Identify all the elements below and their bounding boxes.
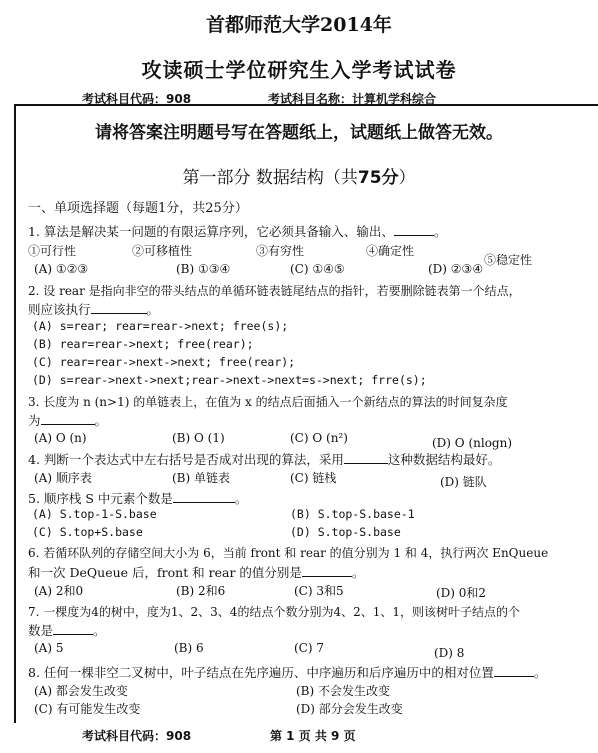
q4-option-a: (A) 顺序表 <box>34 471 92 485</box>
q1-prop-1: ①可行性 <box>28 244 77 258</box>
q5-option-d: (D) S.top-S.base <box>290 525 401 539</box>
q5-option-a: (A) S.top-1-S.base <box>32 507 157 521</box>
q3-option-d: (D) O (nlogn) <box>432 436 513 450</box>
q2-stem-text: 则应该执行 <box>28 302 91 317</box>
q8-option-b: (B) 不会发生改变 <box>296 684 390 698</box>
q3-option-b: (B) O (1) <box>172 431 225 445</box>
answer-blank <box>41 412 95 425</box>
q2-option-b: (B) rear=rear->next; free(rear); <box>32 337 254 351</box>
q1-stem-text: 1. 算法是解决某一问题的有限运算序列，它必须具备输入、输出、 <box>28 224 394 239</box>
part-points: 75分 <box>357 168 399 188</box>
university-title: 首都师范大学2014年 <box>206 14 392 36</box>
q2-option-d: (D) s=rear->next->next;rear->next->next=s->next; frre(s); <box>32 373 427 387</box>
footer-page-number: 第 1 页 共 9 页 <box>270 729 356 743</box>
q4-stem-tail: 这种数据结构最好。 <box>387 452 501 467</box>
q3-option-a: (A) O (n) <box>34 431 87 445</box>
exam-subject: 考试科目名称：计算机学科综合 <box>268 92 437 106</box>
q8-option-c: (C) 有可能发生改变 <box>34 702 141 716</box>
q7-stem-line2: 数是 。 <box>28 623 106 638</box>
part-prefix: 第一部分 数据结构（共 <box>182 168 358 188</box>
q2-option-c: (C) rear=rear->next->next; free(rear); <box>32 355 296 369</box>
q2-stem-line1: 2. 设 rear 是指向非空的带头结点的单循环链表链尾结点的指针，若要删除链表第一个结点， <box>28 284 521 298</box>
answer-blank <box>344 451 388 464</box>
answer-blank <box>173 490 235 503</box>
q1-option-d: (D) ②③④ <box>428 262 484 276</box>
q3-stem-text: 为 <box>28 413 41 428</box>
answer-blank <box>302 564 352 577</box>
q6-option-c: (C) 3和5 <box>294 584 344 598</box>
q1-prop-4: ④确定性 <box>366 244 415 258</box>
q2-stem-line2: 则应该执行 。 <box>28 302 160 317</box>
answer-blank <box>394 223 434 236</box>
exam-title: 攻读硕士学位研究生入学考试试卷 <box>141 58 457 82</box>
answer-blank <box>91 301 147 314</box>
q4-stem <box>28 450 500 468</box>
q7-option-c: (C) 7 <box>294 641 324 655</box>
answer-blank <box>494 664 534 677</box>
q4-stem-text: 4. 判断一个表达式中左右括号是否成对出现的算法，采用 <box>28 452 344 467</box>
q3-stem-line1: 3. 长度为 n (n>1) 的单链表上，在值为 x 的结点后面插入一个新结点的算法的时间复杂度 <box>28 395 508 409</box>
footer-exam-code: 考试科目代码：908 <box>82 729 192 743</box>
q7-stem-text: 数是 <box>28 623 54 638</box>
q1-option-b: (B) ①③④ <box>176 262 231 276</box>
exam-code: 考试科目代码：908 <box>82 92 192 106</box>
q8-option-a: (A) 都会发生改变 <box>34 684 128 698</box>
q7-stem-line1: 7. 一棵度为4的树中，度为1、2、3、4的结点个数分别为4、2、1、1，则该树叶子结点的个 <box>28 605 520 619</box>
q5-option-c: (C) S.top+S.base <box>32 525 143 539</box>
q7-option-b: (B) 6 <box>174 641 204 655</box>
q6-stem-line2: 和一次 DeQueue 后，front 和 rear 的值分别是 。 <box>28 565 365 580</box>
q8-option-d: (D) 部分会发生改变 <box>296 702 403 716</box>
part-heading <box>0 163 598 188</box>
q8-stem: 8. 任何一棵非空二叉树中，叶子结点在先序遍历、中序遍历和后序遍历中的相对位置 。 <box>28 665 547 680</box>
q4-option-b: (B) 单链表 <box>172 471 230 485</box>
q2-option-a: (A) s=rear; rear=rear->next; free(s); <box>32 319 289 333</box>
q1-stem: 1. 算法是解决某一问题的有限运算序列，它必须具备输入、输出、 。 <box>28 224 447 239</box>
q1-prop-3: ③有穷性 <box>256 244 305 258</box>
q6-option-a: (A) 2和0 <box>34 584 84 598</box>
q1-prop-2: ②可移植性 <box>132 244 193 258</box>
q7-option-d: (D) 8 <box>434 646 465 660</box>
q6-option-b: (B) 2和6 <box>176 584 226 598</box>
q6-stem-text: 和一次 DeQueue 后，front 和 rear 的值分别是 <box>28 565 302 580</box>
q1-option-a: (A) ①②③ <box>34 262 89 276</box>
q8-stem-text: 8. 任何一棵非空二叉树中，叶子结点在先序遍历、中序遍历和后序遍历中的相对位置 <box>28 665 494 680</box>
answer-notice: 请将答案注明题号写在答题纸上，试题纸上做答无效。 <box>95 123 503 143</box>
q6-option-d: (D) 0和2 <box>436 586 487 600</box>
q3-option-c: (C) O (n²) <box>290 431 348 445</box>
section-heading: 一、单项选择题（每题1分，共25分） <box>28 201 248 216</box>
part-suffix: ） <box>398 168 416 188</box>
q4-option-c: (C) 链栈 <box>290 471 337 485</box>
q4-option-d: (D) 链队 <box>440 475 487 489</box>
q5-option-b: (B) S.top-S.base-1 <box>290 507 415 521</box>
q1-option-c: (C) ①④⑤ <box>290 262 345 276</box>
q5-stem: 5. 顺序栈 S 中元素个数是 。 <box>28 491 248 506</box>
q7-option-a: (A) 5 <box>34 641 64 655</box>
q3-stem-line2: 为 。 <box>28 413 108 428</box>
q5-stem-text: 5. 顺序栈 S 中元素个数是 <box>28 491 173 506</box>
q1-prop-5: ⑤稳定性 <box>484 253 533 267</box>
answer-blank <box>53 622 93 635</box>
q6-stem-line1: 6. 若循环队列的存储空间大小为 6，当前 front 和 rear 的值分别为 1 和 4，执行两次 EnQueue <box>28 546 549 560</box>
